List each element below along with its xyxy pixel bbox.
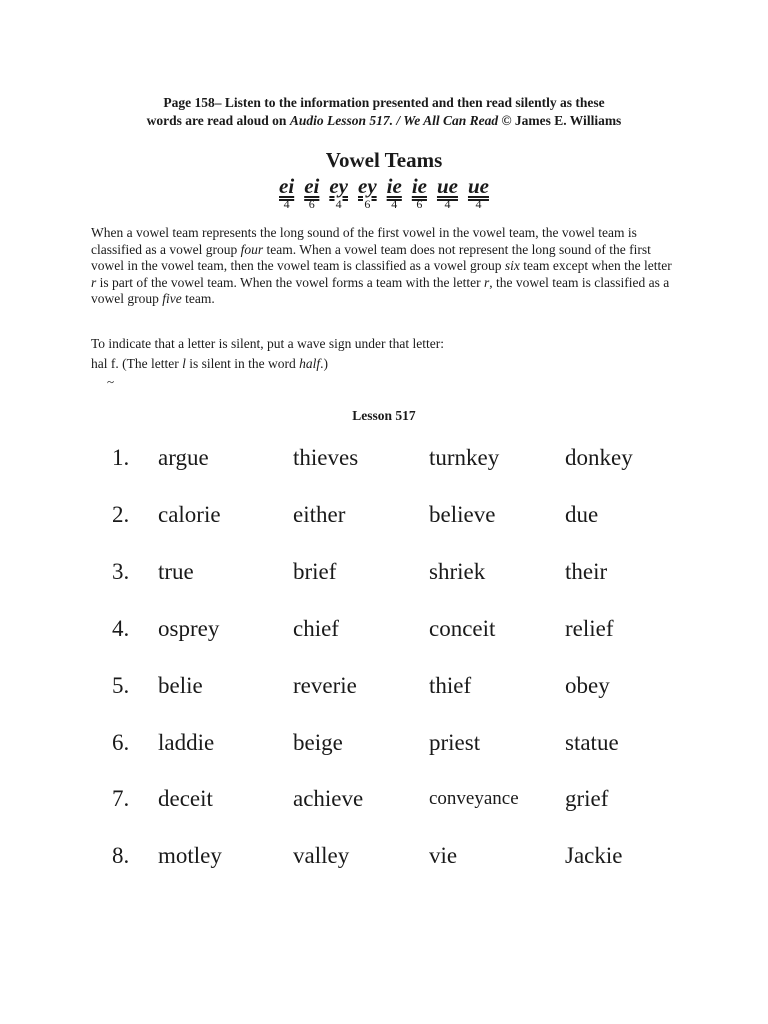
row-number: 4. — [112, 616, 130, 641]
row-number: 2. — [112, 502, 130, 527]
header-line-2 — [0, 112, 768, 130]
example-note-text: (The letter — [118, 356, 183, 371]
word: achieve — [293, 786, 364, 811]
wave-sign: ~ — [107, 374, 115, 389]
vowel-team-item — [279, 174, 294, 211]
vowel-team-letters: ie — [411, 174, 427, 198]
word: grief — [565, 786, 609, 811]
vowel-team-letters: ei — [304, 174, 320, 198]
vowel-team-class: 4 — [391, 197, 398, 211]
example-note-emphasis: half — [299, 356, 321, 371]
row-number: 7. — [112, 786, 130, 811]
vowel-team-item — [329, 174, 348, 211]
word: laddie — [158, 730, 215, 755]
paragraph-text: team. When a vowel team does not represent the long sound of the first vowel in the vowel team, then the vowel team is classified as a vowel group — [91, 241, 651, 273]
paragraph-text: team except when the letter — [519, 258, 672, 273]
row-number: 3. — [112, 559, 130, 584]
vowel-team-item — [437, 174, 458, 211]
silent-letter-example — [91, 356, 676, 373]
word: donkey — [565, 445, 633, 470]
vowel-team-item — [468, 174, 489, 211]
vowel-team-item — [412, 174, 427, 211]
header-line-1: Page 158– Listen to the information presented and then read silently as these — [163, 95, 605, 110]
word: reverie — [293, 673, 357, 698]
paragraph-emphasis: six — [504, 258, 520, 273]
word: vie — [429, 843, 458, 868]
word: their — [565, 559, 608, 584]
word: argue — [158, 445, 209, 470]
word: conveyance — [429, 788, 519, 809]
example-word: hal f. — [91, 356, 119, 371]
paragraph-text: is part of the vowel team. When the vowel forms a team with the letter — [96, 274, 485, 290]
word: thieves — [293, 445, 359, 470]
paragraph-emphasis: r — [484, 274, 490, 290]
vowel-team-letters: ey — [329, 174, 348, 198]
vowel-team-letters: ey — [358, 174, 377, 198]
word: belie — [158, 673, 203, 698]
paragraph-text: When a vowel team represents the long sound of the first vowel in the vowel team, the vowel team is classified as a vowel group — [91, 225, 637, 257]
page-header — [0, 94, 768, 129]
row-number: 5. — [112, 673, 130, 698]
paragraph-text: team. — [181, 291, 215, 306]
word: believe — [429, 502, 496, 527]
vowel-team-class: 4 — [335, 197, 342, 211]
header-line-2-prefix: words are read aloud on — [146, 112, 290, 128]
classification-paragraph — [91, 225, 676, 308]
example-note-text: .) — [320, 356, 328, 371]
word: priest — [429, 730, 481, 755]
word: statue — [565, 730, 619, 755]
word: calorie — [158, 502, 221, 527]
word: relief — [565, 616, 614, 641]
word: beige — [293, 730, 343, 755]
vowel-team-class: 4 — [444, 197, 451, 211]
word: turnkey — [429, 445, 500, 470]
row-number: 1. — [112, 445, 130, 470]
example-note-emphasis: l — [182, 356, 186, 371]
vowel-team-class: 6 — [364, 197, 371, 211]
word: osprey — [158, 616, 220, 641]
vowel-team-class: 4 — [475, 197, 482, 211]
example-note-text: is silent in the word — [185, 356, 300, 371]
vowel-team-class: 6 — [308, 197, 315, 211]
vowel-team-letters: ue — [436, 174, 458, 198]
word: chief — [293, 616, 339, 641]
copyright-notice: © James E. Williams — [498, 112, 622, 128]
vowel-team-letters: ue — [467, 174, 489, 198]
vowel-team-item — [358, 174, 377, 211]
silent-letter-instruction: To indicate that a letter is silent, put a wave sign under that letter: — [91, 336, 444, 351]
vowel-team-letters: ei — [279, 174, 295, 198]
vowel-team-list — [0, 174, 768, 211]
paragraph-emphasis: four — [240, 241, 264, 257]
row-number: 8. — [112, 843, 130, 868]
word: valley — [293, 843, 350, 868]
word: either — [293, 502, 346, 527]
word: shriek — [429, 559, 486, 584]
paragraph-emphasis: five — [162, 291, 182, 306]
word: due — [565, 502, 599, 527]
vowel-team-class: 4 — [283, 197, 290, 211]
vowel-team-item — [304, 174, 319, 211]
word: thief — [429, 673, 472, 698]
vowel-team-item — [387, 174, 402, 211]
word: motley — [158, 843, 222, 868]
paragraph-text: , the vowel team is classified as a vowel group — [91, 274, 670, 306]
word: true — [158, 559, 194, 584]
word: brief — [293, 559, 337, 584]
vowel-team-letters: ie — [386, 174, 402, 198]
vowel-team-class: 6 — [416, 197, 423, 211]
audio-lesson-reference: Audio Lesson 517. / We All Can Read — [289, 112, 499, 128]
row-number: 6. — [112, 730, 130, 755]
word: conceit — [429, 616, 496, 641]
paragraph-emphasis: r — [91, 274, 97, 290]
word: obey — [565, 673, 610, 698]
lesson-label: Lesson 517 — [352, 408, 416, 423]
word: Jackie — [565, 843, 623, 868]
page-title: Vowel Teams — [325, 148, 443, 172]
word: deceit — [158, 786, 213, 811]
